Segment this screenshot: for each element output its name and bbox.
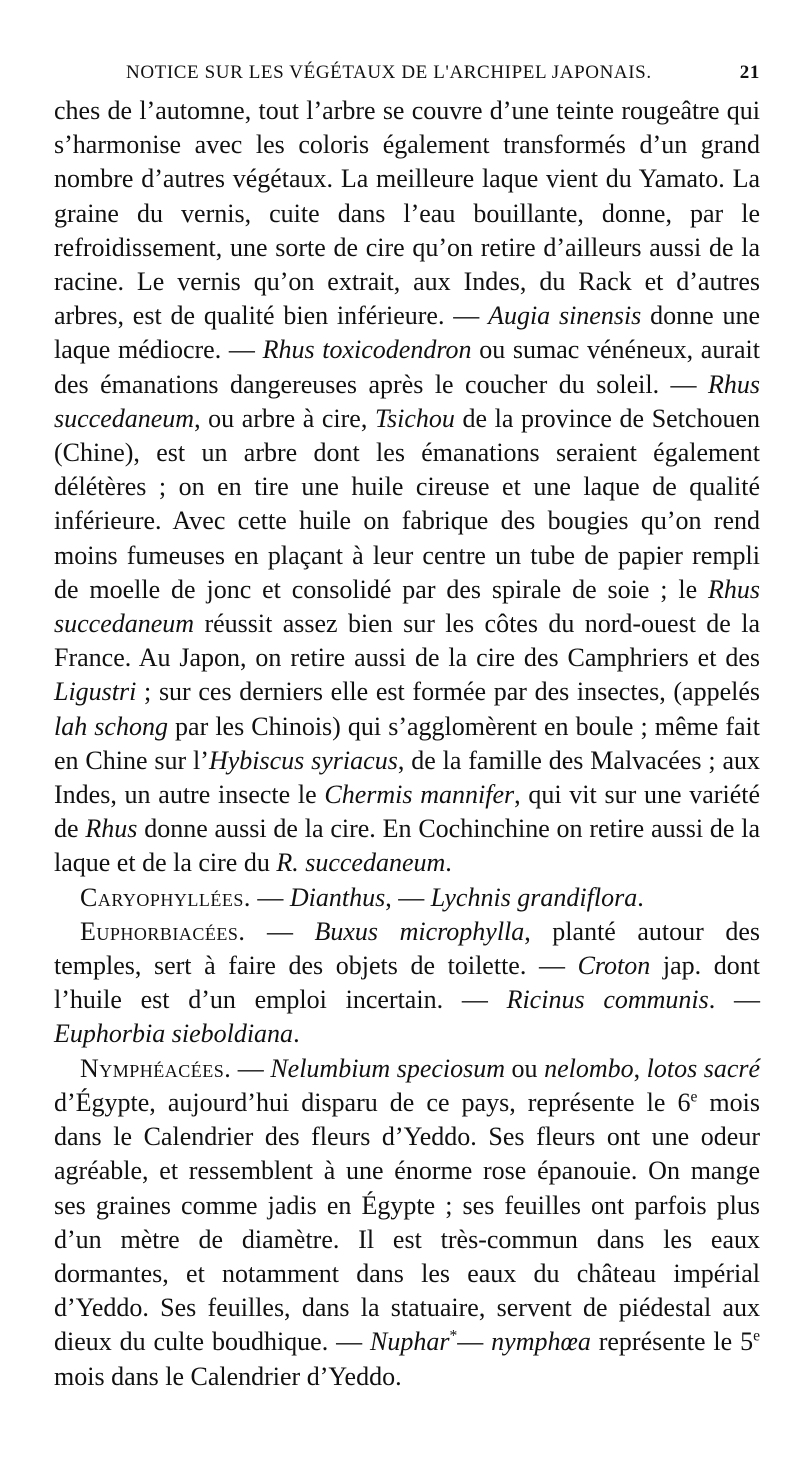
taxon-name: Rhus succedaneum xyxy=(54,574,760,639)
text-run: ches de l’automne, tout l’arbre se couvre d’une teinte rougeâtre qui s’harmonise avec les coloris également transformés d’un grand nombre d’autres végétaux. La meilleure laque vient du Yamato. La graine du vernis, cuite dans l’eau bouillante, donne, par le refroidissement, une sorte de cire qu’on retire d’ailleurs aussi de la racine. Le vernis qu’on extrait, aux Indes, du Rack et d’autres arbres, est de qualité bien inférieure. — xyxy=(54,96,760,331)
text-run: , — xyxy=(385,882,431,912)
taxon-name: Ligustri xyxy=(54,677,137,707)
text-run: représente le 5 xyxy=(590,1327,754,1357)
taxon-name: Euphorbia sieboldiana xyxy=(54,1019,294,1049)
text-run: d’Égypte, aujourd’hui disparu de ce pays, représente le 6 xyxy=(54,1087,691,1117)
vernacular-name: lah schong xyxy=(54,711,168,741)
text-run: — xyxy=(231,1053,271,1083)
vernacular-name: lotos sacré xyxy=(646,1053,761,1083)
body-text xyxy=(54,94,760,1394)
paragraph-nympheacees xyxy=(54,1052,760,1394)
text-run: ou sumac vénéneux, aurait des émanations dangereuses après le coucher du soleil. — xyxy=(54,335,760,399)
text-run: , xyxy=(633,1053,647,1083)
page-number: 21 xyxy=(739,62,760,83)
text-run: . xyxy=(293,1019,300,1049)
taxon-name: Lychnis grandiflora xyxy=(430,882,638,912)
text-run: . xyxy=(445,848,452,878)
text-run: , de la famille des Malvacées ; aux Indes, un autre insecte le xyxy=(54,745,760,810)
text-run: jap. dont l’huile est d’un emploi incertain. — xyxy=(54,951,760,1015)
text-run: mois dans le Calendrier des fleurs d’Yeddo. Ses fleurs ont une odeur agréable, et ressemblent à une énorme rose épanouie. On mange ses graines comme jadis en Égypte ; ses feuilles ont parfois plus d’un mètre de diamètre. Il est très-commun dans les eaux dormantes, et notamment dans les eaux du château impérial d’Yeddo. Ses feuilles, dans la statuaire, servent de piédestal aux dieux du culte boudhique. — xyxy=(54,1087,760,1357)
taxon-name: Rhus toxicodendron xyxy=(262,335,472,365)
text-run: , qui vit sur une variété de xyxy=(54,780,760,844)
paragraph-caryophyllees xyxy=(54,881,760,915)
page xyxy=(54,62,760,1394)
taxon-name: Nuphar xyxy=(370,1327,450,1357)
ordinal-superscript: e xyxy=(753,1327,760,1345)
taxon-name: Croton xyxy=(577,951,651,981)
text-run: donne aussi de la cire. En Cochinchine on retire aussi de la laque et de la cire du xyxy=(54,814,760,878)
vernacular-name: Tsichou xyxy=(374,403,455,433)
taxon-name: Augia sinensis xyxy=(488,301,642,331)
family-heading: Caryophyllées. xyxy=(80,882,251,912)
text-run: donne une laque médiocre. — xyxy=(54,301,760,365)
text-run: ; sur ces derniers elle est formée par des insectes, (appelés xyxy=(136,677,760,707)
text-run: réussit assez bien sur les côtes du nord-ouest de la France. Au Japon, on retire aussi de la cire des Camphriers et des xyxy=(54,609,760,673)
text-run: — xyxy=(250,882,290,912)
taxon-name: Dianthus xyxy=(289,882,386,912)
taxon-name: nymphœa xyxy=(491,1327,591,1357)
ordinal-superscript: e xyxy=(690,1088,698,1106)
paragraph-anacardiacees-continued xyxy=(54,94,760,881)
taxon-name: Ricinus communis xyxy=(506,985,709,1015)
text-run: . xyxy=(637,882,644,912)
text-run: de la province de Setchouen (Chine), est un arbre dont les émanations seraient également délétères ; on en tire une huile cireuse et une laque de qualité inférieure. Avec cette huile on fabrique des bougies qu’on rend moins fumeuses en plaçant à leur centre un tube de papier rempli de moelle de jonc et consolidé par des spirale de soie ; le xyxy=(54,403,760,604)
text-run: , planté autour des temples, sert à faire des objets de toilette. — xyxy=(54,916,760,981)
vernacular-name: nelombo xyxy=(544,1053,634,1083)
text-run: . — xyxy=(708,985,760,1015)
taxon-name: Rhus succedaneum xyxy=(54,369,760,433)
text-run: par les Chinois) qui s’agglomèrent en boule ; même fait en Chine sur l’ xyxy=(54,711,761,775)
text-run: , ou arbre à cire, xyxy=(194,403,375,433)
text-run: — xyxy=(457,1327,492,1357)
taxon-name: Buxus microphylla xyxy=(314,916,525,946)
running-title: NOTICE SUR LES VÉGÉTAUX DE L'ARCHIPEL JAPONAIS. xyxy=(126,62,652,83)
family-heading: Euphorbiacées. xyxy=(80,916,246,946)
text-run: — xyxy=(245,916,315,946)
text-run: mois dans le Calendrier d’Yeddo. xyxy=(54,1361,402,1391)
text-run: ou xyxy=(505,1053,545,1083)
running-head xyxy=(54,62,760,92)
taxon-name: Nelumbium speciosum xyxy=(270,1053,506,1083)
footnote-marker: * xyxy=(449,1327,458,1345)
taxon-name: Chermis mannifer xyxy=(324,780,515,810)
taxon-name: Rhus xyxy=(85,814,138,844)
taxon-name: Hybiscus syriacus xyxy=(208,745,398,775)
family-heading: Nymphéacées. xyxy=(80,1053,232,1083)
taxon-name: R. succedaneum xyxy=(276,848,446,878)
paragraph-euphorbiacees xyxy=(54,915,760,1052)
